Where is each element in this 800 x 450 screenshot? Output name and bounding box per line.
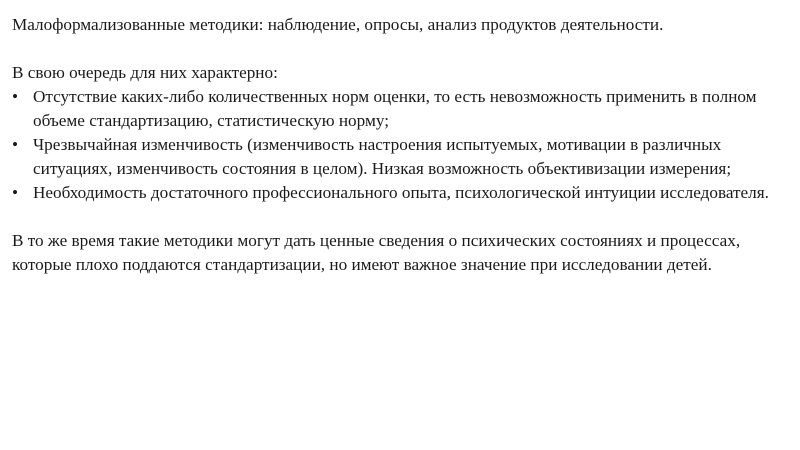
intro-text: Малоформализованные методики: наблюдение, опросы, анализ продуктов деятельности.: [12, 15, 664, 34]
spacer: [12, 205, 780, 229]
bullet-icon: •: [12, 87, 19, 106]
list-item: [12, 85, 780, 133]
list-lead-text: В свою очередь для них характерно:: [12, 63, 278, 82]
bullet-icon: •: [12, 135, 19, 154]
list-item: [12, 133, 780, 181]
characteristics-list: [12, 85, 780, 205]
list-item-text: Необходимость достаточного профессионального опыта, психологической интуиции исследователя.: [33, 183, 769, 202]
spacer: [12, 37, 780, 61]
list-item: [12, 181, 780, 205]
list-item-text: Чрезвычайная изменчивость (изменчивость настроения испытуемых, мотивации в различных ситуациях, изменчивость состояния в целом). Низкая возможность объективизации измерения;: [33, 135, 732, 178]
conclusion-text: В то же время такие методики могут дать ценные сведения о психических состояниях и процессах, которые плохо поддаются стандартизации, но имеют важное значение при исследовании детей.: [12, 231, 741, 274]
bullet-icon: •: [12, 183, 19, 202]
list-item-text: Отсутствие каких-либо количественных норм оценки, то есть невозможность применить в полном объеме стандартизацию, статистическую норму;: [33, 87, 757, 130]
